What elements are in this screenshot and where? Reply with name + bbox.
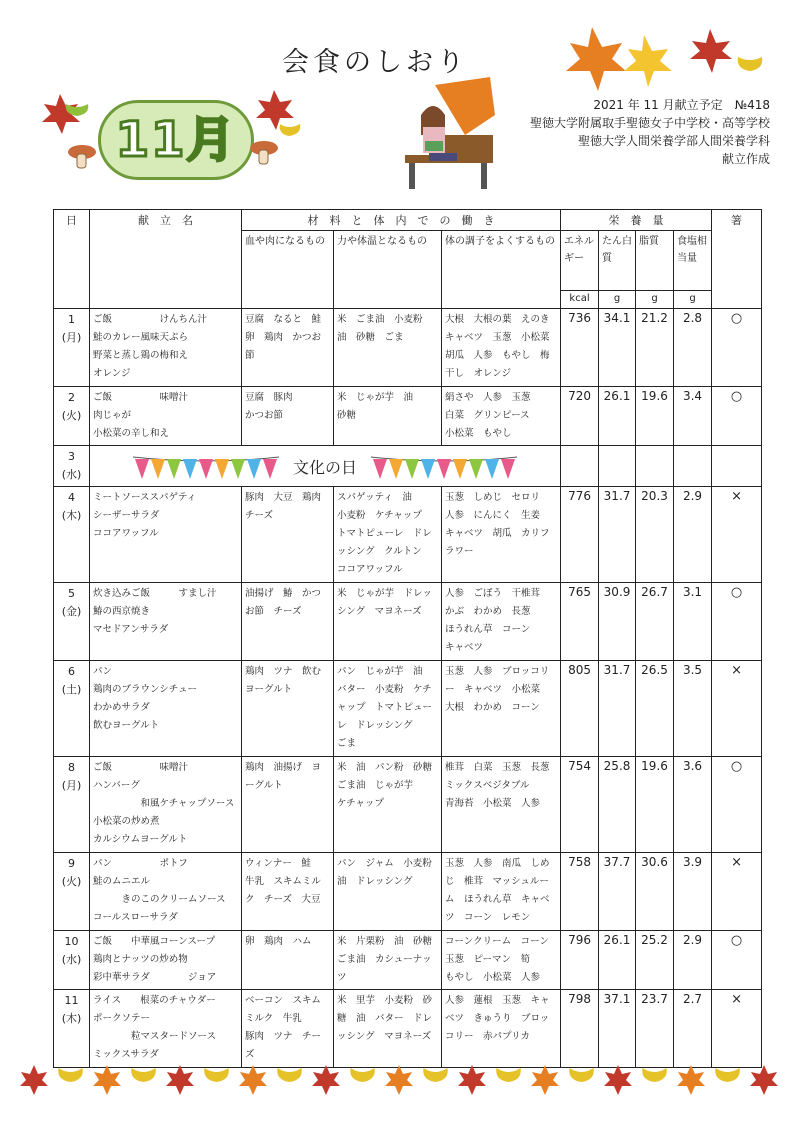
menu-item: コールスローサラダ — [93, 912, 178, 923]
chopsticks-mark: ○ — [712, 931, 762, 990]
ingredient-line: ク チーズ 大豆 — [245, 894, 321, 905]
day-of-week: (土) — [61, 683, 82, 696]
salt-value: 3.6 — [674, 757, 712, 853]
table-row — [54, 931, 762, 990]
maple-leaf-icon — [385, 1065, 413, 1095]
day-of-week: (火) — [61, 409, 82, 422]
ginkgo-leaf-icon — [277, 1068, 302, 1094]
ingredient-line: 卵 鶏肉 かつお — [245, 332, 322, 343]
fat-value: 30.6 — [636, 853, 674, 931]
ingredient-line: 胡瓜 人参 もやし 梅 — [445, 350, 550, 361]
ginkgo-leaf-icon — [715, 1068, 740, 1094]
salt-cell — [674, 446, 712, 487]
ginkgo-leaf-icon — [204, 1068, 229, 1094]
author-line: 献立作成 — [721, 152, 770, 166]
condition-cell — [442, 661, 561, 757]
blood-cell — [242, 309, 334, 387]
blood-header: 血や肉になるもの — [242, 231, 334, 309]
day-of-week: (月) — [61, 779, 82, 792]
day-of-week: (火) — [61, 875, 82, 888]
kcal-value: 758 — [561, 853, 599, 931]
salt-value: 3.1 — [674, 583, 712, 661]
ingredient-line: キャベツ — [445, 642, 484, 653]
menu-item: 和風ケチャップソース — [93, 798, 235, 809]
ingredients-header: 材 料 と 体 内 で の 働 き — [242, 210, 561, 231]
ingredient-line: ごま油 カシューナッ — [337, 954, 432, 965]
day-cell — [54, 309, 90, 387]
day-cell — [54, 990, 90, 1068]
protein-value: 30.9 — [599, 583, 636, 661]
menu-item: シーザーサラダ — [93, 510, 160, 521]
day-of-week: (水) — [61, 953, 82, 966]
blood-cell — [242, 853, 334, 931]
table-row — [54, 309, 762, 387]
maple-leaf-icon — [604, 1065, 632, 1095]
salt-value: 2.9 — [674, 487, 712, 583]
autumn-leaves-icon — [244, 88, 314, 178]
maple-leaf-icon — [677, 1065, 705, 1095]
chopsticks-mark: × — [712, 853, 762, 931]
chopsticks-mark: ○ — [712, 309, 762, 387]
kcal-value: 776 — [561, 487, 599, 583]
energy-cell — [334, 387, 442, 446]
ingredient-line: 米 里芋 小麦粉 砂 — [337, 995, 433, 1006]
menu-item: わかめサラダ — [93, 702, 150, 713]
department-name: 聖徳大学人間栄養学部人間栄養学科 — [577, 134, 770, 148]
condition-cell — [442, 990, 561, 1068]
menu-item: カルシウムヨーグルト — [93, 834, 188, 845]
blood-cell — [242, 757, 334, 853]
day-cell — [54, 853, 90, 931]
ingredient-line: 卵 鶏肉 ハム — [245, 936, 312, 947]
ginkgo-leaf-icon — [569, 1068, 594, 1094]
ingredient-line: ツ — [337, 972, 347, 983]
maple-leaf-icon — [166, 1065, 194, 1095]
protein-value: 26.1 — [599, 387, 636, 446]
menu-item: 粒マスタードソース — [93, 1031, 217, 1042]
menu-item: きのこのクリームソース — [93, 894, 226, 905]
ingredient-line: ケチャップ — [337, 798, 384, 809]
table-row — [54, 661, 762, 757]
menu-item: ココアワッフル — [93, 528, 159, 539]
ingredient-line: コーンクリーム コーン — [445, 936, 549, 947]
maple-leaf-icon — [531, 1065, 559, 1095]
protein-value: 37.1 — [599, 990, 636, 1068]
menu-item: 鶏肉とナッツの炒め物 — [93, 954, 188, 965]
ingredient-line: ーグルト — [245, 780, 283, 791]
ingredient-line: かぶ わかめ 長葱 — [445, 606, 531, 617]
menu-cell — [90, 853, 242, 931]
energy-cell — [334, 309, 442, 387]
protein-value: 31.7 — [599, 487, 636, 583]
month-badge — [98, 100, 254, 180]
ingredient-line: 玉葱 しめじ セロリ — [445, 492, 541, 503]
maple-leaf-icon — [20, 1065, 48, 1095]
menu-item: ご飯 中華風コーンスープ — [93, 936, 216, 947]
salt-unit: g — [674, 291, 712, 309]
kcal-header: エネルギー — [561, 231, 599, 291]
ingredient-line: ャップ トマトピュー — [337, 702, 433, 713]
fat-cell — [636, 446, 674, 487]
condition-cell — [442, 931, 561, 990]
ingredient-line: ベツ きゅうり ブロッ — [445, 1013, 550, 1024]
day-number: 2 — [68, 391, 75, 404]
ingredient-line: 人参 ごぼう 干椎茸 — [445, 588, 541, 599]
fat-value: 23.7 — [636, 990, 674, 1068]
menu-item: 鮭のムニエル — [93, 876, 151, 887]
day-number: 11 — [64, 994, 79, 1007]
chopsticks-mark: ○ — [712, 387, 762, 446]
ingredient-line: 油揚げ 鰆 かつ — [245, 588, 322, 599]
autumn-leaves-characters-icon — [560, 25, 780, 110]
day-number: 10 — [64, 935, 79, 948]
menu-table — [53, 209, 762, 1068]
fat-value: 21.2 — [636, 309, 674, 387]
ingredient-line: 玉葱 人参 ブロッコリ — [445, 666, 550, 677]
salt-value: 2.8 — [674, 309, 712, 387]
menu-item: ライス 根菜のチャウダー — [93, 995, 216, 1006]
menu-item: 小松菜の辛し和え — [93, 428, 170, 439]
kcal-value: 736 — [561, 309, 599, 387]
chopsticks-header: 箸 — [712, 210, 762, 309]
menu-item: ポークソテー — [93, 1013, 151, 1024]
table-row — [54, 583, 762, 661]
ingredient-line: スパゲッティ 油 — [337, 492, 412, 503]
day-number: 5 — [68, 587, 75, 600]
ingredient-line: シング マヨネーズ — [337, 606, 422, 617]
ginkgo-leaf-icon — [642, 1068, 667, 1094]
day-number: 6 — [68, 665, 75, 678]
ingredient-line: 人参 にんにく 生姜 — [445, 510, 541, 521]
ingredient-line: レ ドレッシング — [337, 720, 413, 731]
menu-item: 肉じゃが — [93, 410, 132, 421]
ingredient-line: お節 チーズ — [245, 606, 302, 617]
day-cell — [54, 757, 90, 853]
ingredient-line: 大根 大根の葉 えのき — [445, 314, 550, 325]
menu-item: パン — [93, 666, 113, 677]
ingredient-line: ヨーグルト — [245, 684, 293, 695]
fat-value: 26.7 — [636, 583, 674, 661]
day-number: 1 — [68, 313, 75, 326]
ingredient-line: トマトピューレ ドレ — [337, 528, 432, 539]
energy-header: 力や体温となるもの — [334, 231, 442, 309]
ingredient-line: コリー 赤パプリカ — [445, 1031, 531, 1042]
day-cell — [54, 583, 90, 661]
menu-item: 鶏肉のブラウンシチュー — [93, 684, 197, 695]
ingredient-line: 油 ドレッシング — [337, 876, 413, 887]
ingredient-line: ツ コーン レモン — [445, 912, 531, 923]
ingredient-line: 米 ごま油 小麦粉 — [337, 314, 423, 325]
ingredient-line: ッシング クルトン — [337, 546, 422, 557]
maple-leaf-icon — [93, 1065, 121, 1095]
maple-leaf-icon — [239, 1065, 267, 1095]
ingredient-line: 節 — [245, 350, 255, 361]
ingredient-line: 絹さや 人参 玉葱 — [445, 392, 531, 403]
chopsticks-mark: × — [712, 990, 762, 1068]
blood-cell — [242, 990, 334, 1068]
day-of-week: (金) — [61, 605, 82, 618]
ingredient-line: 豚肉 大豆 鶏肉 — [245, 492, 322, 503]
ingredient-line: ほうれん草 コーン — [445, 624, 531, 635]
menu-item: パン ポトフ — [93, 858, 188, 869]
condition-header: 体の調子をよくするもの — [442, 231, 561, 309]
menu-item: 飲むヨーグルト — [93, 720, 160, 731]
fat-header: 脂質 — [636, 231, 674, 291]
menu-item: 野菜と蒸し鶏の梅和え — [93, 350, 189, 361]
menu-cell — [90, 757, 242, 853]
ingredient-line: キャベツ 玉葱 小松菜 — [445, 332, 550, 343]
menu-item: ご飯 けんちん汁 — [93, 314, 208, 325]
menu-cell — [90, 309, 242, 387]
ingredient-line: パン ジャム 小麦粉 — [337, 858, 432, 869]
ingredient-line: 青海苔 小松菜 人参 — [445, 798, 541, 809]
ingredient-line: 油 砂糖 ごま — [337, 332, 404, 343]
protein-value: 37.7 — [599, 853, 636, 931]
condition-cell — [442, 387, 561, 446]
table-row — [54, 757, 762, 853]
page-title: 会食のしおり — [282, 47, 468, 78]
table-row — [54, 446, 762, 487]
blood-cell — [242, 387, 334, 446]
menu-item: ミートソーススパゲティ — [93, 492, 197, 503]
menu-cell — [90, 583, 242, 661]
chopsticks-mark: ○ — [712, 583, 762, 661]
ingredient-line: バター 小麦粉 ケチ — [337, 684, 432, 695]
table-row — [54, 990, 762, 1068]
ginkgo-leaf-icon — [58, 1068, 83, 1094]
day-number: 4 — [68, 491, 75, 504]
menu-cell — [90, 990, 242, 1068]
ginkgo-leaf-icon — [423, 1068, 448, 1094]
day-of-week: (木) — [61, 509, 82, 522]
day-cell — [54, 446, 90, 487]
blood-cell — [242, 487, 334, 583]
kcal-value: 765 — [561, 583, 599, 661]
energy-cell — [334, 487, 442, 583]
day-cell — [54, 387, 90, 446]
kcal-unit: kcal — [561, 291, 599, 309]
ingredient-line: 鶏肉 ツナ 飲む — [245, 666, 322, 677]
ingredient-line: 米 じゃが芋 ドレッ — [337, 588, 432, 599]
menu-item: ミックスサラダ — [93, 1049, 159, 1060]
energy-cell — [334, 931, 442, 990]
protein-cell — [599, 446, 636, 487]
menu-item: マセドアンサラダ — [93, 624, 169, 635]
ingredient-line: 糖 油 バター ドレ — [337, 1013, 433, 1024]
condition-cell — [442, 487, 561, 583]
energy-cell — [334, 990, 442, 1068]
ingredient-line: 椎茸 白菜 玉葱 長葱 — [445, 762, 550, 773]
salt-value: 3.9 — [674, 853, 712, 931]
salt-value: 3.4 — [674, 387, 712, 446]
kcal-value: 796 — [561, 931, 599, 990]
chopsticks-cell — [712, 446, 762, 487]
ingredient-line: じ 椎茸 マッシュルー — [445, 876, 549, 887]
ingredient-line: 小松菜 もやし — [445, 428, 512, 439]
maple-leaf-icon — [312, 1065, 340, 1095]
day-of-week: (月) — [61, 331, 82, 344]
chopsticks-mark: × — [712, 661, 762, 757]
ingredient-line: 米 油 パン粉 砂糖 — [337, 762, 433, 773]
menu-schedule-line: 2021 年 11 月献立予定 №418 — [593, 98, 770, 112]
energy-cell — [334, 583, 442, 661]
school-name: 聖徳大学附属取手聖徳女子中学校・高等学校 — [529, 116, 770, 130]
protein-unit: g — [599, 291, 636, 309]
salt-header: 食塩相当量 — [674, 231, 712, 291]
fat-value: 20.3 — [636, 487, 674, 583]
day-header: 日 — [54, 210, 90, 309]
ingredient-line: 玉葱 人参 南瓜 しめ — [445, 858, 550, 869]
reading-girl-illustration — [395, 75, 505, 195]
ingredient-line: 豆腐 なると 鮭 — [245, 314, 322, 325]
ingredient-line: ごま — [337, 738, 357, 749]
menu-item: 鮭のカレー風味天ぷら — [93, 332, 189, 343]
kcal-value: 805 — [561, 661, 599, 757]
menu-item: ご飯 味噌汁 — [93, 392, 189, 403]
protein-header: たん白質 — [599, 231, 636, 291]
ingredient-line: 玉葱 ピーマン 筍 — [445, 954, 531, 965]
ingredient-line: ム ほうれん草 キャベ — [445, 894, 550, 905]
ingredient-line: パン じゃが芋 油 — [337, 666, 423, 677]
menu-table-body — [54, 309, 762, 1068]
ingredient-line: 米 じゃが芋 油 — [337, 392, 414, 403]
kcal-value: 798 — [561, 990, 599, 1068]
ingredient-line: 大根 わかめ コーン — [445, 702, 540, 713]
ingredient-line: 米 片栗粉 油 砂糖 — [337, 936, 433, 947]
protein-value: 31.7 — [599, 661, 636, 757]
condition-cell — [442, 583, 561, 661]
ingredient-line: 豚肉 ツナ チー — [245, 1031, 322, 1042]
day-of-week: (水) — [61, 468, 82, 481]
day-number: 9 — [68, 857, 75, 870]
table-row — [54, 487, 762, 583]
menu-cell — [90, 387, 242, 446]
ingredient-line: キャベツ 胡瓜 カリフ — [445, 528, 550, 539]
fat-value: 19.6 — [636, 757, 674, 853]
ingredient-line: 砂糖 — [337, 410, 357, 421]
ingredient-line: 干し オレンジ — [445, 368, 512, 379]
energy-cell — [334, 757, 442, 853]
kcal-cell — [561, 446, 599, 487]
condition-cell — [442, 853, 561, 931]
ingredient-line: 白菜 グリンピース — [445, 410, 530, 421]
ingredient-line: ッシング マヨネーズ — [337, 1031, 432, 1042]
day-cell — [54, 661, 90, 757]
ingredient-line: 牛乳 スキムミル — [245, 876, 321, 887]
ingredient-line: ー キャベツ 小松菜 — [445, 684, 541, 695]
salt-value: 2.9 — [674, 931, 712, 990]
blood-cell — [242, 661, 334, 757]
ginkgo-leaf-icon — [350, 1068, 375, 1094]
protein-value: 25.8 — [599, 757, 636, 853]
day-of-week: (木) — [61, 1012, 82, 1025]
protein-value: 34.1 — [599, 309, 636, 387]
holiday-name: 文化の日 — [293, 457, 358, 477]
protein-value: 26.1 — [599, 931, 636, 990]
ginkgo-leaf-icon — [62, 100, 92, 130]
bunting-left-icon — [131, 451, 281, 481]
fat-value: 26.5 — [636, 661, 674, 757]
month-badge-text: 11月 — [115, 112, 237, 168]
table-row — [54, 387, 762, 446]
menu-cell — [90, 661, 242, 757]
menu-cell — [90, 931, 242, 990]
day-cell — [54, 487, 90, 583]
ingredient-line: 人参 蓮根 玉葱 キャ — [445, 995, 550, 1006]
fat-value: 25.2 — [636, 931, 674, 990]
menu-item: 小松菜の炒め煮 — [93, 816, 160, 827]
ginkgo-leaf-icon — [496, 1068, 521, 1094]
ingredient-line: ベーコン スキム — [245, 995, 321, 1006]
menu-item: ご飯 味噌汁 — [93, 762, 189, 773]
fat-value: 19.6 — [636, 387, 674, 446]
menu-header: 献 立 名 — [90, 210, 242, 309]
nutrition-header: 栄 養 量 — [561, 210, 712, 231]
ingredient-line: ココアワッフル — [337, 564, 403, 575]
menu-item: 彩中華サラダ ジョア — [93, 972, 217, 983]
ingredient-line: ラワー — [445, 546, 474, 557]
ingredient-line: ごま油 じゃが芋 — [337, 780, 414, 791]
leaf-border-decoration — [16, 1062, 786, 1098]
kcal-value: 720 — [561, 387, 599, 446]
ingredient-line: ミルク 牛乳 — [245, 1013, 302, 1024]
condition-cell — [442, 757, 561, 853]
ingredient-line: ウィンナー 鮭 — [245, 858, 311, 869]
energy-cell — [334, 661, 442, 757]
maple-leaf-icon — [458, 1065, 486, 1095]
ingredient-line: チーズ — [245, 510, 274, 521]
ingredient-line: 小麦粉 ケチャップ — [337, 510, 422, 521]
table-row — [54, 853, 762, 931]
blood-cell — [242, 931, 334, 990]
holiday-cell — [90, 446, 561, 487]
chopsticks-mark: ○ — [712, 757, 762, 853]
ingredient-line: かつお節 — [245, 410, 284, 421]
ingredient-line: ズ — [245, 1049, 255, 1060]
menu-cell — [90, 487, 242, 583]
condition-cell — [442, 309, 561, 387]
ginkgo-leaf-icon — [131, 1068, 156, 1094]
fat-unit: g — [636, 291, 674, 309]
day-cell — [54, 931, 90, 990]
maple-leaf-icon — [750, 1065, 778, 1095]
kcal-value: 754 — [561, 757, 599, 853]
ingredient-line: 豆腐 豚肉 — [245, 392, 293, 403]
menu-item: ハンバーグ — [93, 780, 140, 791]
chopsticks-mark: × — [712, 487, 762, 583]
ingredient-line: もやし 小松菜 人参 — [445, 972, 541, 983]
menu-item: オレンジ — [93, 368, 131, 379]
blood-cell — [242, 583, 334, 661]
ingredient-line: ミックスベジタブル — [445, 780, 530, 791]
ingredient-line: 鶏肉 油揚げ ヨ — [245, 762, 322, 773]
day-number: 3 — [68, 450, 75, 463]
bunting-right-icon — [369, 451, 519, 481]
menu-item: 炊き込みご飯 すまし汁 — [93, 588, 217, 599]
menu-item: 鰆の西京焼き — [93, 606, 151, 617]
day-number: 8 — [68, 761, 75, 774]
salt-value: 2.7 — [674, 990, 712, 1068]
salt-value: 3.5 — [674, 661, 712, 757]
energy-cell — [334, 853, 442, 931]
